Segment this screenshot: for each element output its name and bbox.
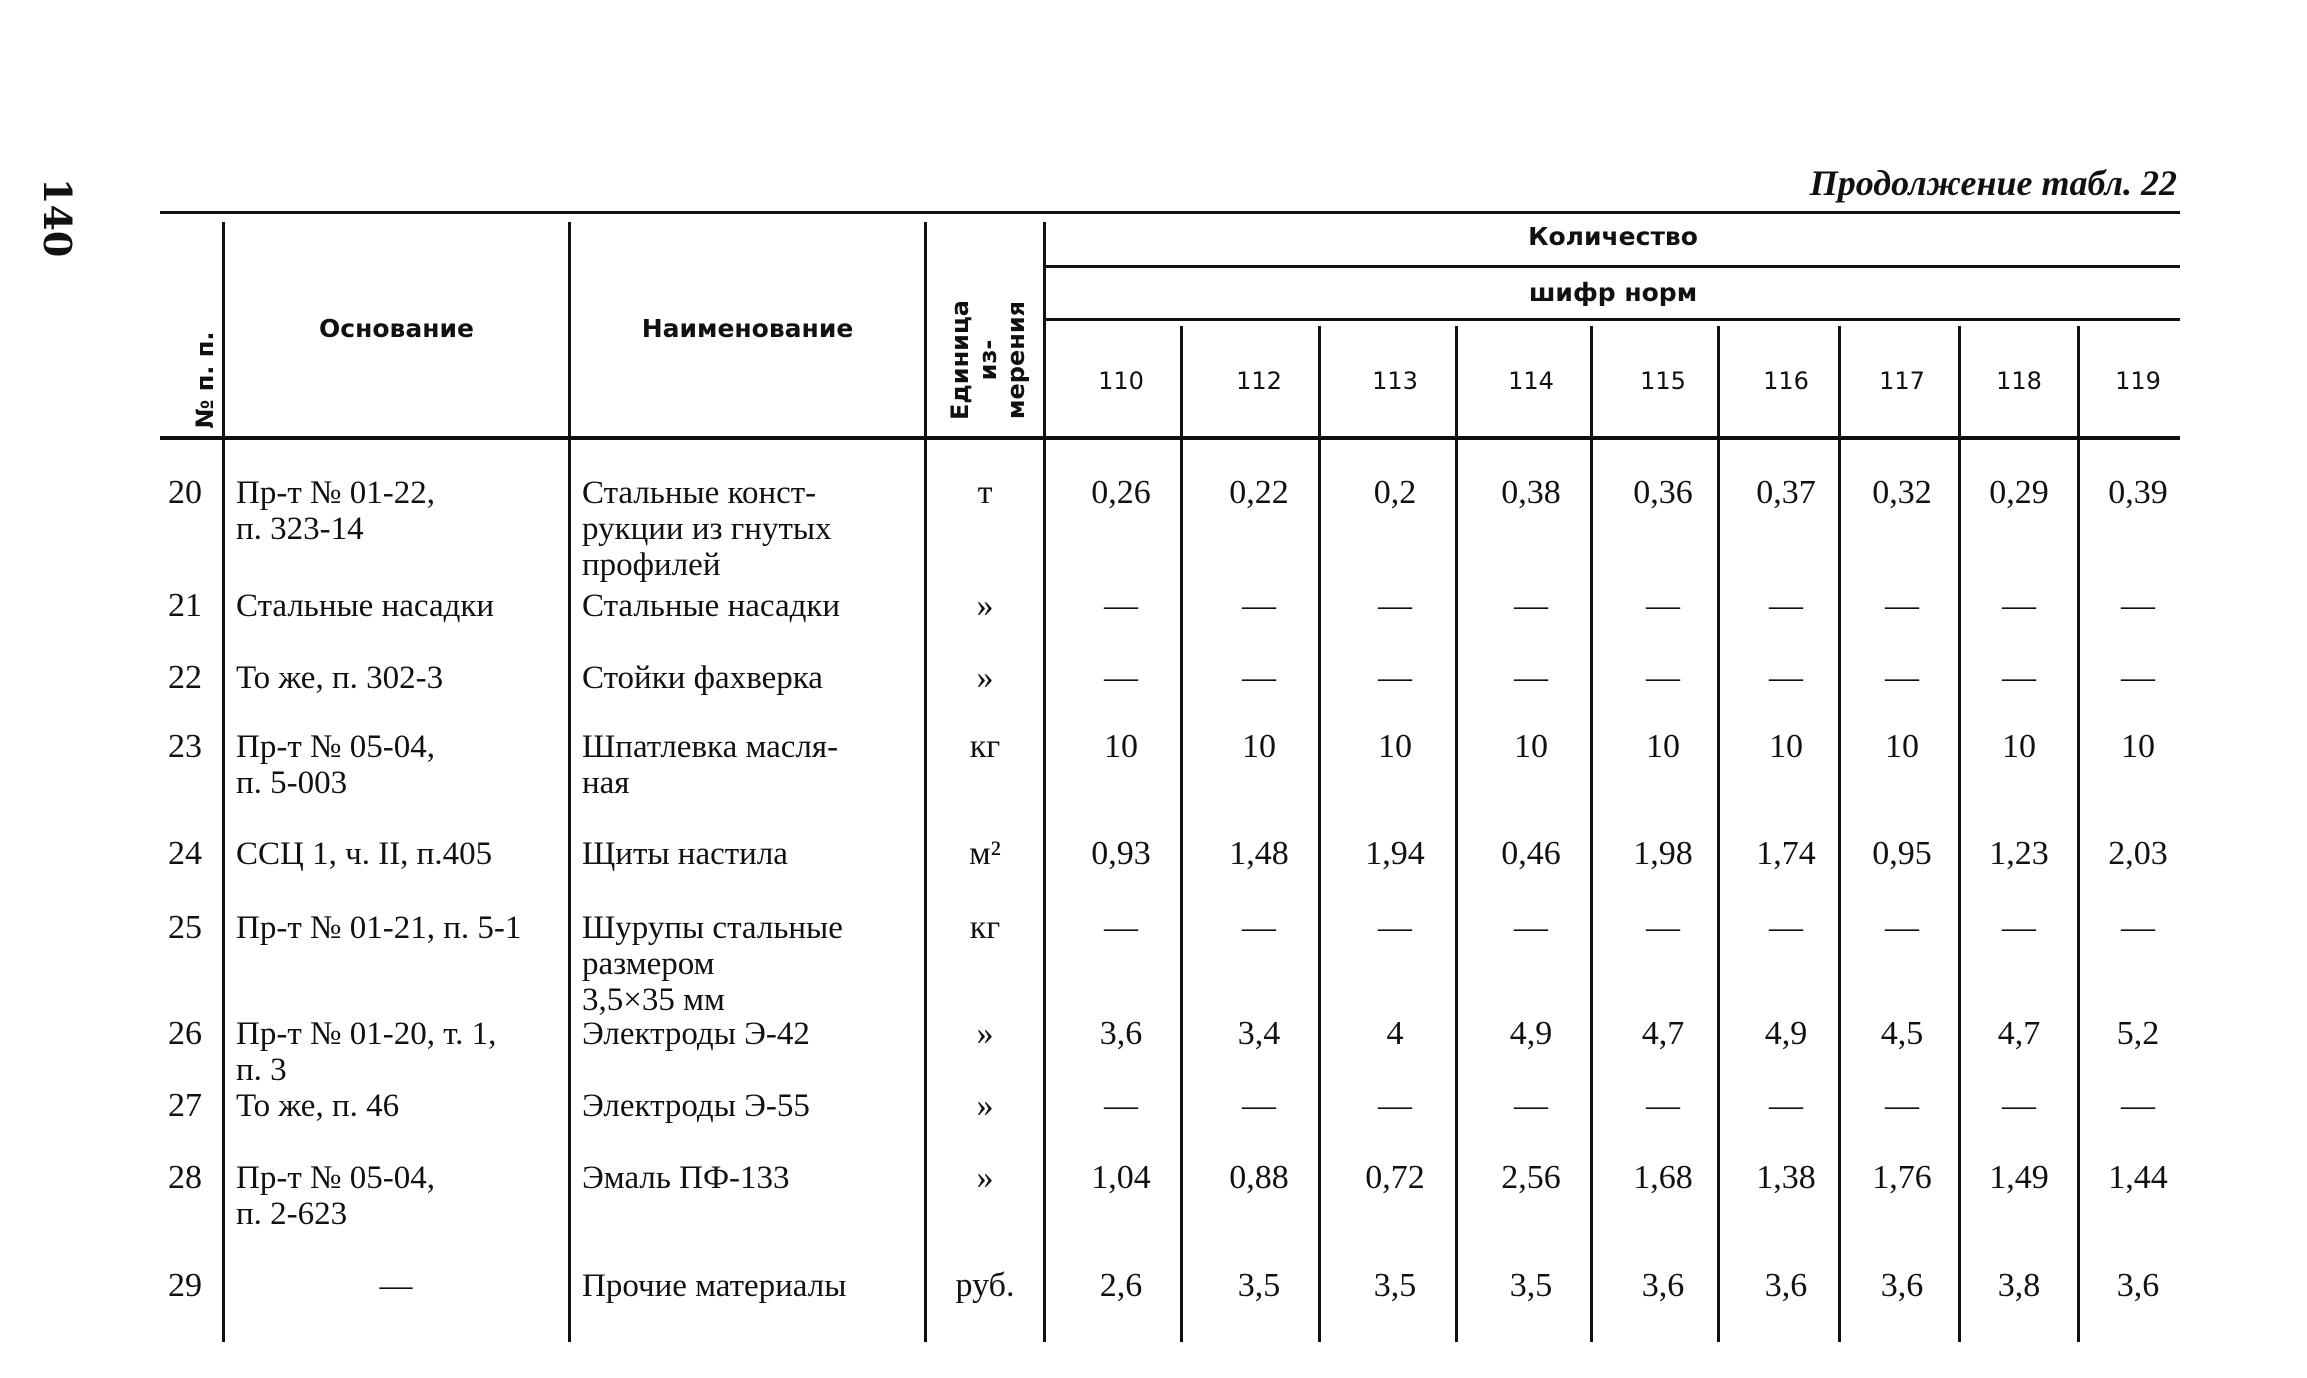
value-cell: — — [2002, 587, 2036, 624]
norm-code-header: 119 — [2115, 367, 2161, 395]
basis-text: п. 3 — [236, 1052, 287, 1088]
value-cell: 3,4 — [1237, 1015, 1281, 1052]
value-cell: 3,5 — [1373, 1267, 1417, 1304]
quantity-rule — [1045, 265, 2180, 268]
basis-text: ССЦ 1, ч. II, п.405 — [236, 836, 493, 872]
norm-code-header: 113 — [1372, 367, 1418, 395]
basis-text: Стальные насадки — [236, 588, 495, 624]
value-cell: — — [1885, 659, 1919, 696]
value-cell: 1,68 — [1633, 1159, 1693, 1196]
value-cell: — — [1646, 659, 1680, 696]
name-text: Шурупы стальные — [582, 910, 843, 946]
row-number: 22 — [168, 659, 202, 696]
unit-text: руб. — [955, 1267, 1015, 1304]
value-cell: 4 — [1386, 1015, 1404, 1052]
row-number: 24 — [168, 835, 202, 872]
value-cell: — — [1242, 909, 1276, 946]
value-cell: — — [2002, 909, 2036, 946]
value-cell: 0,26 — [1091, 474, 1151, 511]
value-cell: 1,49 — [1989, 1159, 2049, 1196]
norm-code-header: 116 — [1763, 367, 1809, 395]
table-caption: Продолжение табл. 22 — [1809, 163, 2177, 203]
value-cell: 0,22 — [1229, 474, 1289, 511]
row-number: 27 — [168, 1087, 202, 1124]
header-row-no: № п. п. — [191, 331, 219, 429]
value-cell: — — [1769, 1087, 1803, 1124]
value-cell: 1,23 — [1989, 835, 2049, 872]
unit-text: кг — [969, 909, 1001, 946]
basis-text: п. 323-14 — [236, 511, 364, 547]
value-cell: 4,9 — [1764, 1015, 1808, 1052]
value-cell: — — [2121, 1087, 2155, 1124]
value-cell: 0,93 — [1091, 835, 1151, 872]
unit-text: м² — [969, 835, 1001, 872]
value-cell: 10 — [2121, 728, 2155, 765]
value-cell: 0,72 — [1365, 1159, 1425, 1196]
value-cell: 1,38 — [1756, 1159, 1816, 1196]
header-unit-text: Единица из-мерения — [946, 300, 1030, 420]
name-text: Стальные насадки — [582, 588, 841, 624]
value-cell: 10 — [1104, 728, 1138, 765]
value-cell: — — [1646, 587, 1680, 624]
value-cell: — — [1378, 909, 1412, 946]
norm-code-header: 118 — [1996, 367, 2042, 395]
header-unit — [946, 285, 1030, 435]
name-text: Стойки фахверка — [582, 660, 823, 696]
value-cell: — — [1104, 1087, 1138, 1124]
value-cell: — — [1104, 659, 1138, 696]
norm-code-header: 110 — [1098, 367, 1144, 395]
unit-text: » — [976, 659, 994, 696]
value-cell: — — [1104, 909, 1138, 946]
col-divider-1 — [222, 222, 225, 1342]
norm-code-header: 112 — [1236, 367, 1282, 395]
name-text: профилей — [582, 547, 721, 583]
value-cell: 0,36 — [1633, 474, 1693, 511]
value-cell: 10 — [1769, 728, 1803, 765]
value-cell: — — [1514, 1087, 1548, 1124]
basis-text: Пр-т № 05-04, — [236, 729, 435, 765]
value-cell: 0,29 — [1989, 474, 2049, 511]
value-cell: 2,6 — [1099, 1267, 1143, 1304]
value-cell: — — [1769, 909, 1803, 946]
value-cell: 1,04 — [1091, 1159, 1151, 1196]
col-divider-3 — [924, 222, 927, 1342]
value-cell: 10 — [2002, 728, 2036, 765]
basis-text: п. 5-003 — [236, 765, 348, 801]
value-cell: — — [1885, 1087, 1919, 1124]
row-number: 21 — [168, 587, 202, 624]
name-text: Электроды Э-42 — [582, 1016, 810, 1052]
value-cell: 3,8 — [1997, 1267, 2041, 1304]
row-number: 28 — [168, 1159, 202, 1196]
value-cell: 0,37 — [1756, 474, 1816, 511]
code-col-divider — [1455, 326, 1458, 1342]
basis-text: Пр-т № 01-22, — [236, 475, 435, 511]
col-divider-4 — [1043, 222, 1046, 1342]
header-norm-code: шифр норм — [1528, 278, 1698, 307]
norm-code-header: 115 — [1640, 367, 1686, 395]
value-cell: 0,38 — [1501, 474, 1561, 511]
norm-code-header: 117 — [1879, 367, 1925, 395]
value-cell: — — [1242, 659, 1276, 696]
unit-text: » — [976, 587, 994, 624]
value-cell: 5,2 — [2116, 1015, 2160, 1052]
name-text: Эмаль ПФ-133 — [582, 1160, 790, 1196]
basis-text: — — [379, 1268, 413, 1304]
header-basis: Основание — [319, 314, 474, 343]
value-cell: 3,5 — [1509, 1267, 1553, 1304]
basis-text: Пр-т № 05-04, — [236, 1160, 435, 1196]
value-cell: — — [2121, 909, 2155, 946]
value-cell: 10 — [1885, 728, 1919, 765]
col-divider-2 — [568, 222, 571, 1342]
value-cell: — — [2002, 659, 2036, 696]
value-cell: 4,5 — [1880, 1015, 1924, 1052]
norm-code-header: 114 — [1508, 367, 1554, 395]
value-cell: 0,88 — [1229, 1159, 1289, 1196]
value-cell: 3,6 — [1764, 1267, 1808, 1304]
name-text: размером — [582, 946, 715, 982]
row-number: 25 — [168, 909, 202, 946]
value-cell: 2,56 — [1501, 1159, 1561, 1196]
unit-text: кг — [969, 728, 1001, 765]
value-cell: 10 — [1242, 728, 1276, 765]
value-cell: 4,7 — [1997, 1015, 2041, 1052]
value-cell: 3,6 — [1099, 1015, 1143, 1052]
unit-text: » — [976, 1159, 994, 1196]
name-text: Щиты настила — [582, 836, 788, 872]
value-cell: 10 — [1646, 728, 1680, 765]
value-cell: 1,98 — [1633, 835, 1693, 872]
value-cell: 1,76 — [1872, 1159, 1932, 1196]
value-cell: 0,32 — [1872, 474, 1932, 511]
value-cell: — — [1104, 587, 1138, 624]
value-cell: 10 — [1514, 728, 1548, 765]
value-cell: — — [1646, 909, 1680, 946]
name-text: Стальные конст- — [582, 475, 817, 511]
basis-text: То же, п. 302-3 — [236, 660, 444, 696]
value-cell: — — [2002, 1087, 2036, 1124]
page-number: 140 — [35, 178, 80, 258]
unit-text: » — [976, 1087, 994, 1124]
value-cell: — — [1885, 909, 1919, 946]
value-cell: — — [1769, 587, 1803, 624]
value-cell: 2,03 — [2108, 835, 2168, 872]
value-cell: — — [1769, 659, 1803, 696]
value-cell: — — [1885, 587, 1919, 624]
value-cell: 0,39 — [2108, 474, 2168, 511]
basis-text: Пр-т № 01-20, т. 1, — [236, 1016, 497, 1052]
unit-text: » — [976, 1015, 994, 1052]
name-text: ная — [582, 765, 630, 801]
basis-text: То же, п. 46 — [236, 1088, 400, 1124]
value-cell: 0,46 — [1501, 835, 1561, 872]
value-cell: — — [1514, 909, 1548, 946]
norm-code-rule — [1045, 318, 2180, 321]
row-number: 20 — [168, 474, 202, 511]
value-cell: — — [1378, 1087, 1412, 1124]
header-name: Наименование — [641, 314, 854, 343]
value-cell: — — [1378, 659, 1412, 696]
value-cell: 1,94 — [1365, 835, 1425, 872]
value-cell: 3,6 — [1880, 1267, 1924, 1304]
unit-text: т — [977, 474, 993, 511]
row-number: 26 — [168, 1015, 202, 1052]
value-cell: 3,6 — [2116, 1267, 2160, 1304]
value-cell: — — [1242, 587, 1276, 624]
name-text: Шпатлевка масля- — [582, 729, 839, 765]
name-text: Прочие материалы — [582, 1268, 847, 1304]
value-cell: — — [1514, 587, 1548, 624]
value-cell: 3,6 — [1641, 1267, 1685, 1304]
value-cell: 3,5 — [1237, 1267, 1281, 1304]
value-cell: — — [2121, 587, 2155, 624]
basis-text: п. 2-623 — [236, 1196, 348, 1232]
value-cell: — — [1242, 1087, 1276, 1124]
name-text: Электроды Э-55 — [582, 1088, 810, 1124]
name-text: 3,5×35 мм — [582, 982, 725, 1018]
value-cell: 10 — [1378, 728, 1412, 765]
name-text: рукции из гнутых — [582, 511, 832, 547]
value-cell: 1,48 — [1229, 835, 1289, 872]
top-rule — [160, 211, 2180, 214]
value-cell: 4,9 — [1509, 1015, 1553, 1052]
value-cell: 0,95 — [1872, 835, 1932, 872]
value-cell: 0,2 — [1373, 474, 1417, 511]
value-cell: 1,74 — [1756, 835, 1816, 872]
value-cell: — — [1646, 1087, 1680, 1124]
value-cell: 4,7 — [1641, 1015, 1685, 1052]
value-cell: — — [1514, 659, 1548, 696]
value-cell: 1,44 — [2108, 1159, 2168, 1196]
basis-text: Пр-т № 01-21, п. 5-1 — [236, 910, 522, 946]
row-number: 23 — [168, 728, 202, 765]
header-quantity: Количество — [1528, 222, 1698, 251]
value-cell: — — [2121, 659, 2155, 696]
header-bottom-rule — [160, 436, 2180, 440]
row-number: 29 — [168, 1267, 202, 1304]
value-cell: — — [1378, 587, 1412, 624]
